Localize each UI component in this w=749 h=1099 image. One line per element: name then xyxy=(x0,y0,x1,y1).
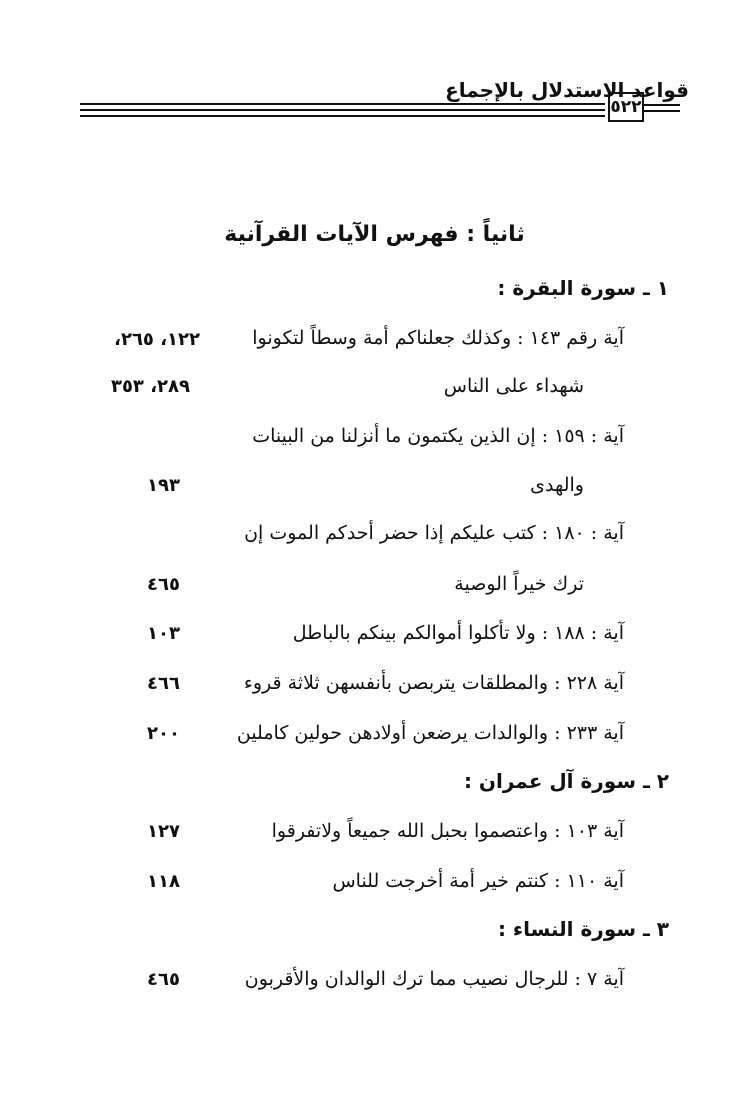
verse-text: آية ٢٢٨ : والمطلقات يتربصن بأنفسهن ثلاثة قروء xyxy=(243,672,624,694)
page-refs: ٤٦٥ xyxy=(147,969,180,990)
running-header-title: قواعد الاستدلال بالإجماع xyxy=(445,78,689,102)
page-refs: ٢٨٩، ٣٥٣ xyxy=(110,376,190,397)
page-refs: ١٠٣ xyxy=(147,623,180,644)
header-rule xyxy=(80,109,605,111)
page-refs: ٤٦٥ xyxy=(147,574,180,595)
verse-text: آية : ١٨٨ : ولا تأكلوا أموالكم بينكم بالباطل xyxy=(292,622,624,644)
page-refs: ٢٠٠ xyxy=(147,723,180,744)
verse-text: آية ١٠٣ : واعتصموا بحبل الله جميعاً ولاتفرقوا xyxy=(271,820,624,842)
verse-text-continued: شهداء على الناس xyxy=(443,375,584,397)
header-rule xyxy=(80,103,605,105)
verse-text: آية رقم ١٤٣ : وكذلك جعلناكم أمة وسطاً لتكونوا xyxy=(252,327,624,349)
header-rule xyxy=(80,115,605,117)
verse-text: آية : ١٥٩ : إن الذين يكتمون ما أنزلنا من البينات xyxy=(252,425,624,447)
page-refs: ١٩٣ xyxy=(147,475,180,496)
index-heading: ثانياً : فهرس الآيات القرآنية xyxy=(224,222,525,247)
page-refs: ١١٨ xyxy=(147,871,180,892)
verse-text-continued: والهدى xyxy=(530,474,584,496)
surah-title: ٣ ـ سورة النساء : xyxy=(497,917,669,941)
surah-title: ١ ـ سورة البقرة : xyxy=(497,276,669,300)
verse-text: آية : ١٨٠ : كتب عليكم إذا حضر أحدكم الموت إن xyxy=(244,522,624,544)
surah-title: ٢ ـ سورة آل عمران : xyxy=(463,769,669,793)
verse-text: آية ٢٣٣ : والوالدات يرضعن أولادهن حولين كاملين xyxy=(236,722,624,744)
verse-text: آية ١١٠ : كنتم خير أمة أخرجت للناس xyxy=(332,870,624,892)
header-rule-tail xyxy=(644,110,680,112)
page-refs: ٤٦٦ xyxy=(147,673,180,694)
page-refs: ١٢٧ xyxy=(147,821,180,842)
page-refs: ١٢٢، ٢٦٥، xyxy=(114,329,200,350)
verse-text-continued: ترك خيراً الوصية xyxy=(454,573,584,595)
page-number: ٥٢٢ xyxy=(608,92,644,122)
verse-text: آية ٧ : للرجال نصيب مما ترك الوالدان والأقربون xyxy=(244,968,624,990)
header-rule-tail xyxy=(644,104,680,106)
